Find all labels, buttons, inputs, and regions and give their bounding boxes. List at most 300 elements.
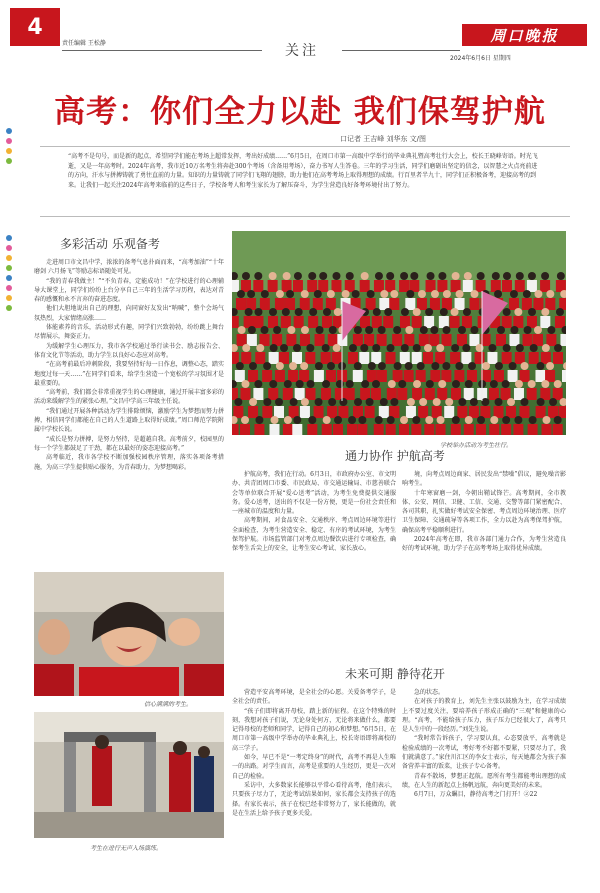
section1-col2	[402, 470, 566, 660]
crowd-body	[386, 352, 396, 364]
crowd-body	[327, 406, 337, 418]
crowd-body	[430, 370, 440, 382]
crowd-body	[292, 424, 302, 435]
crowd-body	[314, 406, 324, 418]
crowd-body	[444, 406, 454, 418]
crowd-body	[240, 388, 250, 400]
crowd-head	[334, 416, 342, 424]
crowd-head	[452, 380, 460, 388]
crowd-head	[413, 344, 421, 352]
crowd-body	[331, 280, 341, 292]
crowd-head	[451, 308, 459, 316]
crowd-head	[556, 308, 564, 316]
crowd-body	[451, 388, 461, 400]
crowd-body	[253, 388, 263, 400]
crowd-head	[249, 362, 257, 370]
decor-dot	[6, 148, 12, 154]
crowd-head	[465, 380, 473, 388]
crowd-head	[380, 398, 388, 406]
crowd-body	[247, 334, 257, 346]
crowd-body	[353, 334, 363, 346]
crowd-body	[540, 280, 550, 292]
crowd-head	[410, 272, 418, 280]
crowd-body	[502, 280, 512, 292]
crowd-body	[318, 280, 328, 292]
left-column-paragraph: “我的青春我做主！”“不负青春，定能成功！”在学校进行的心理辅导大课堂上，同学们纷纷上台分享自己三年的生活学习历程，表达对青春的感慨和永不言弃的奋进态度。	[34, 277, 224, 304]
crowd-body	[357, 424, 367, 435]
crowd-body	[262, 370, 272, 382]
logo-text: 周口晚报	[490, 26, 559, 45]
section1-col1-paragraph: 高考期间，对食品安全、交通秩序、考点周边环境等进行全面检查，为考生营造安全、稳定、有序的考试环境，为考生保驾护航。市场监管部门对考点周边餐饮店进行专项检查，确保考生舌尖上的安全，让考生安心考试、家长放心。	[232, 517, 396, 553]
crowd-body	[254, 424, 264, 435]
crowd-head	[529, 416, 537, 424]
crowd-head	[386, 272, 394, 280]
byline: 口记者 王吉峰 刘华东 文/图	[340, 135, 427, 143]
crowd-head	[307, 380, 315, 388]
crowd-head	[547, 326, 555, 334]
decor-dots-top	[6, 128, 16, 168]
crowd-head	[342, 290, 350, 298]
crowd-head	[541, 380, 549, 388]
crowd-head	[440, 308, 448, 316]
crowd-head	[269, 272, 277, 280]
crowd-body	[514, 388, 524, 400]
crowd-body	[494, 370, 504, 382]
crowd-body	[283, 424, 293, 435]
crowd-head	[407, 398, 415, 406]
crowd-head	[296, 380, 304, 388]
crowd-head	[521, 362, 529, 370]
crowd-head	[465, 416, 473, 424]
section2-col1-paragraph: “孩子们即将离开母校，踏上新的征程。在这个特殊的时刻，我想对孩子们说，无论身处何方，无论将来做什么，都要记得母校的老师和同学，记得自己的初心和梦想。”6月5日，在周口市第一高级中学举办的毕业典礼上，校长寄语即将离校的高三学子。	[232, 707, 396, 752]
crowd-head	[401, 344, 409, 352]
crowd-body	[405, 298, 415, 310]
crowd-body	[286, 334, 296, 346]
main-photo-caption: 学校举办活动为考生壮行。	[440, 442, 513, 449]
section2-col2-paragraph: 青春不散场，梦想正起航。愿所有考生都能考出理想的成绩，在人生的新起点上扬帆远航，奔向更美好的未来。	[402, 772, 566, 789]
crowd-head	[390, 398, 398, 406]
crowd-head	[541, 272, 549, 280]
crowd-body	[560, 334, 566, 346]
crowd-head	[503, 308, 511, 316]
crowd-head	[516, 272, 524, 280]
left-column-paragraph: 为缓解学生心理压力，我市各学校通过举行读书会、励志报告会、体育文化节等活动，助力学生以良好心态应对高考。	[34, 342, 224, 359]
crowd-head	[442, 326, 450, 334]
crowd-head	[373, 308, 381, 316]
crowd-body	[476, 424, 486, 435]
crowd-head	[301, 398, 309, 406]
crowd-body	[305, 352, 315, 364]
crowd-head	[405, 362, 413, 370]
crowd-head	[464, 272, 472, 280]
crowd-head	[254, 308, 262, 316]
crowd-body	[260, 298, 270, 310]
crowd-head	[284, 380, 292, 388]
crowd-head	[502, 380, 510, 388]
section1-col2-paragraph: 2024年高考在即，我市各部门通力合作，为考生营造良好的考试环境，助力学子在高考考场上取得优异成绩。	[402, 536, 566, 553]
crowd-head	[554, 344, 562, 352]
issue-date: 2024年6月6日 星期四	[450, 55, 511, 62]
crowd-head	[361, 380, 369, 388]
crowd-head	[418, 290, 426, 298]
crowd-head	[455, 362, 463, 370]
section2-col2-paragraph: “我时常告诉孩子，学习要认真，心态要放平，高考就是检验成绩的一次考试，考好考不好都不要紧，只要尽力了，我们就满意了。”家住川汇区的李女士表示，每天她都会为孩子准备营养丰富的饭菜，让孩子专心备考。	[402, 735, 566, 771]
crowd-head	[354, 326, 362, 334]
crowd-body	[506, 406, 516, 418]
crowd-body	[233, 406, 243, 418]
crowd-head	[236, 362, 244, 370]
crowd-head	[380, 290, 388, 298]
crowd-head	[293, 416, 301, 424]
crowd-body	[241, 280, 251, 292]
crowd-head	[361, 272, 369, 280]
crowd-body	[374, 424, 384, 435]
crowd-head	[378, 326, 386, 334]
crowd-body	[464, 388, 474, 400]
crowd-head	[437, 416, 445, 424]
crowd-head	[354, 398, 362, 406]
crowd-head	[249, 398, 257, 406]
crowd-head	[276, 290, 284, 298]
crowd-head	[452, 272, 460, 280]
crowd-head	[394, 362, 402, 370]
crowd-body	[232, 316, 239, 328]
crowd-body	[326, 370, 336, 382]
crowd-head	[282, 308, 290, 316]
crowd-head	[425, 416, 433, 424]
crowd-body	[546, 334, 556, 346]
crowd-body	[540, 316, 550, 328]
crowd-body	[555, 316, 565, 328]
crowd-body	[457, 406, 467, 418]
crowd-head	[456, 290, 464, 298]
crowd-head	[316, 326, 324, 334]
crowd-head	[516, 344, 524, 352]
crowd-head	[300, 362, 308, 370]
crowd-body	[450, 316, 460, 328]
crowd-body	[397, 388, 407, 400]
decor-dot	[6, 128, 12, 134]
crowd-head	[387, 416, 395, 424]
crowd-head	[523, 290, 531, 298]
crowd-body	[236, 298, 246, 310]
crowd-body	[562, 370, 566, 382]
crowd-body	[412, 316, 422, 328]
crowd-body	[455, 298, 465, 310]
decor-dot	[6, 138, 12, 144]
crowd-head	[463, 308, 471, 316]
crowd-body	[307, 424, 317, 435]
crowd-body	[248, 370, 258, 382]
crowd-head	[495, 398, 503, 406]
crowd-head	[237, 290, 245, 298]
crowd-body	[441, 334, 451, 346]
crowd-head	[248, 326, 256, 334]
crowd-body	[360, 280, 370, 292]
crowd-body	[502, 352, 512, 364]
crowd-body	[308, 316, 318, 328]
subtitle-right-1-text: 通力协作 护航高考	[345, 449, 445, 463]
security-gate-graphic	[34, 712, 224, 838]
crowd-head	[314, 290, 322, 298]
crowd-head	[261, 326, 269, 334]
crowd-head	[546, 290, 554, 298]
crowd-body	[508, 370, 518, 382]
crowd-head	[452, 416, 460, 424]
crowd-head	[322, 380, 330, 388]
gate-photo	[34, 712, 224, 838]
crowd-head	[542, 344, 550, 352]
section2-col2-paragraph: 在对孩子的教育上，刘先生主张以鼓励为主，在学习成绩上不要过度关注，要培养孩子形成正确的“三观”和健康的心理。“高考，不能给孩子压力，孩子压力已经很大了，高考只是人生中的一段经历。”刘先生说。	[402, 698, 566, 734]
left-column-paragraph: 体能素养的音乐，活动形式有趣，同学们兴致勃勃，纷纷跳上舞台尽情展示，舞姿正力。	[34, 324, 224, 341]
crowd-head	[234, 398, 242, 406]
crowd-head	[283, 272, 291, 280]
crowd-body	[425, 388, 435, 400]
crowd-head	[477, 416, 485, 424]
crowd-head	[494, 290, 502, 298]
crowd-body	[372, 316, 382, 328]
crowd-head	[323, 308, 331, 316]
crowd-body	[281, 316, 291, 328]
crowd-head	[528, 308, 536, 316]
crowd-head	[366, 398, 374, 406]
subtitle-left-text: 多彩活动 乐观备考	[60, 237, 160, 251]
crowd-body	[399, 424, 409, 435]
crowd-body	[315, 334, 325, 346]
crowd-body	[347, 424, 357, 435]
crowd-head	[406, 290, 414, 298]
left-column-paragraph: 他们大胆地说出自己的理想，向同窗好友发出“呐喊”，整个会场气氛热烈，大家情绪高涨……	[34, 305, 224, 322]
crowd-head	[238, 326, 246, 334]
crowd-head	[368, 362, 376, 370]
crowd-head	[458, 398, 466, 406]
crowd-body	[255, 352, 265, 364]
crowd-body	[553, 424, 563, 435]
crowd-body	[283, 388, 293, 400]
crowd-head	[433, 398, 441, 406]
crowd-body	[275, 298, 285, 310]
crowd-head	[488, 344, 496, 352]
crowd-body	[536, 406, 546, 418]
crowd-body	[533, 298, 543, 310]
decor-dot	[6, 275, 12, 281]
crowd-body	[321, 352, 331, 364]
crowd-body	[469, 298, 479, 310]
crowd-body	[522, 298, 532, 310]
crowd-head	[554, 416, 562, 424]
crowd-body	[295, 388, 305, 400]
crowd-body	[366, 298, 376, 310]
crowd-head	[241, 380, 249, 388]
crowd-head	[290, 398, 298, 406]
decor-dot	[6, 305, 12, 311]
crowd-photo-graphic	[232, 231, 566, 435]
decor-dot	[6, 265, 12, 271]
crowd-body	[529, 352, 539, 364]
crowd-head	[348, 416, 356, 424]
crowd-body	[332, 352, 342, 364]
crowd-body	[241, 352, 251, 364]
crowd-body	[509, 334, 519, 346]
crowd-head	[413, 308, 421, 316]
crowd-body	[333, 424, 343, 435]
lead-paragraph: “高考不是句号，而是新的起点，希望同学们能在考场上超常发挥，考出好成绩……”6月5日，在周口市第一高级中学举行的毕业典礼暨高考壮行大会上，校长王晓峰寄语。时光飞逝，又是一年高考时。2024年高考，我市近10万名考生将奔赴300个考场（含备用考场），奋力书写人生答卷。三年的学习生活，同学们磨砺出坚定的信念，以智慧之火点亮前进的方向，汗水与拼搏铸就了勇往直前的力量。知识的力量铸就了同学们飞翔的翅膀，助力他们在高考考场上取得理想的成绩。行百里者半九十，同学们正积极备考，迎接高考的到来。让我们一起关注2024年高考来临前的这些日子，学校备考人和考生家长为了解压奋斗，为学生营造良好备考环境付出了努力。	[68, 153, 538, 189]
crowd-body	[406, 406, 416, 418]
crowd-head	[430, 326, 438, 334]
page-number: 4	[10, 8, 60, 46]
crowd-head	[431, 290, 439, 298]
crowd-head	[536, 362, 544, 370]
crowd-body	[519, 406, 529, 418]
crowd-body	[475, 352, 485, 364]
crowd-body	[348, 352, 358, 364]
decor-dot	[6, 255, 12, 261]
crowd-head	[541, 308, 549, 316]
crowd-head	[354, 362, 362, 370]
crowd-head	[495, 362, 503, 370]
crowd-body	[307, 280, 317, 292]
crowd-body	[321, 388, 331, 400]
decor-dot	[6, 235, 12, 241]
gate-photo-caption: 考生在进行无声入场演练。	[90, 845, 163, 852]
crowd-head	[442, 362, 450, 370]
crowd-body	[469, 406, 479, 418]
subtitle-right-1	[345, 447, 445, 464]
crowd-head	[289, 362, 297, 370]
crowd-head	[390, 290, 398, 298]
crowd-head	[438, 272, 446, 280]
crowd-body	[464, 424, 474, 435]
left-column-paragraph: “成长是努力拼搏，是努力坚持，是超越自我。高考前夕，校园里的每一个学生都鼓足了干劲，都在以最好的姿态迎接高考。”	[34, 435, 224, 452]
crowd-head	[503, 344, 511, 352]
crowd-body	[523, 334, 533, 346]
crowd-head	[400, 272, 408, 280]
crowd-body	[437, 388, 447, 400]
crowd-body	[527, 280, 537, 292]
crowd-head	[510, 290, 518, 298]
section1-col2-paragraph: 十年寒窗磨一剑，今朝出鞘试锋芒。高考期间，全市教体、公安、网信、卫健、工信、交通、交警等部门紧密配合、各司其职，扎实做好考试安全保密、考点周边环境治理、医疗卫生保障、交通疏导等各项工作，全力以赴为高考保驾护航，确保高考平稳顺利进行。	[402, 489, 566, 534]
crowd-head	[436, 344, 444, 352]
crowd-head	[327, 290, 335, 298]
crowd-head	[346, 380, 354, 388]
crowd-head	[263, 398, 271, 406]
crowd-head	[242, 344, 250, 352]
crowd-head	[426, 380, 434, 388]
crowd-head	[419, 398, 427, 406]
crowd-head	[295, 308, 303, 316]
crowd-body	[399, 280, 409, 292]
crowd-head	[388, 380, 396, 388]
smile-photo	[34, 572, 224, 696]
crowd-body	[338, 406, 348, 418]
crowd-head	[481, 398, 489, 406]
crowd-head	[273, 326, 281, 334]
crowd-head	[482, 362, 490, 370]
decor-dot	[6, 295, 12, 301]
crowd-head	[520, 398, 528, 406]
decor-dot	[6, 245, 12, 251]
crowd-body	[528, 424, 538, 435]
newspaper-logo	[462, 24, 587, 46]
crowd-head	[384, 308, 392, 316]
crowd-head	[378, 362, 386, 370]
crowd-head	[306, 344, 314, 352]
crowd-body	[513, 424, 523, 435]
crowd-body	[269, 352, 279, 364]
section2-col2-paragraph: 急的状态。	[414, 689, 445, 696]
crowd-head	[534, 326, 542, 334]
crowd-body	[232, 424, 239, 435]
crowd-head	[315, 362, 323, 370]
decor-dot	[6, 158, 12, 164]
crowd-head	[254, 380, 262, 388]
crowd-body	[306, 388, 316, 400]
left-column-paragraph: 走进周口市文昌中学，浓浓的备考气息扑面而来，“高考加油”“十年磨剑 六月扬飞”等励志标语随处可见。	[34, 259, 224, 276]
crowd-head	[367, 290, 375, 298]
crowd-head	[412, 416, 420, 424]
section2-col1-paragraph: 采访中，大多数家长能够以平常心看待高考，他们表示，只要孩子尽力了，无论考试结果如何，家长都会支持孩子的选择。有家长表示，孩子在校已经非常努力了，家长能做的，就是在生活上给予孩子更多关爱。	[232, 781, 396, 817]
crowd-body	[353, 370, 363, 382]
crowd-head	[400, 416, 408, 424]
crowd-body	[515, 280, 525, 292]
crowd-body	[293, 280, 303, 292]
crowd-body	[300, 298, 310, 310]
crowd-body	[541, 424, 551, 435]
crowd-head	[514, 416, 522, 424]
decor-dot	[6, 285, 12, 291]
section1-col1-paragraph: 护航高考，我们在行动。6月3日，市政府办公室、市文明办、共青团周口市委、市民政局、市交通运输局、市慈善联合会等单位联合开展“爱心送考”活动，为考生免费提供交通服务。爱心送考，送出的不仅是一份方便，更是一份社会责任和一座城市的温度和力量。	[232, 471, 396, 516]
crowd-body	[476, 280, 486, 292]
main-photo	[232, 231, 566, 435]
crowd-head	[470, 398, 478, 406]
crowd-head	[405, 326, 413, 334]
crowd-head	[413, 380, 421, 388]
crowd-head	[549, 398, 557, 406]
left-column-paragraph: 高考临近，我市各学校不断加强校园秩序管理，落实各项备考措施，为高三学生提供贴心服务，为青春助力，为梦想喝彩。	[34, 454, 224, 471]
left-column-body	[34, 258, 224, 570]
crowd-body	[411, 424, 421, 435]
crowd-head	[275, 398, 283, 406]
crowd-body	[540, 388, 550, 400]
crowd-body	[417, 298, 427, 310]
crowd-head	[490, 380, 498, 388]
crowd-body	[461, 352, 471, 364]
crowd-head	[497, 326, 505, 334]
crowd-head	[301, 290, 309, 298]
crowd-head	[269, 380, 277, 388]
crowd-head	[245, 308, 253, 316]
crowd-head	[470, 326, 478, 334]
crowd-head	[360, 344, 368, 352]
lead-rule-bottom	[40, 216, 570, 217]
crowd-head	[490, 416, 498, 424]
crowd-body	[389, 298, 399, 310]
crowd-body	[451, 424, 461, 435]
header-rule-left	[62, 50, 262, 51]
crowd-head	[286, 290, 294, 298]
crowd-head	[263, 362, 271, 370]
section2-col1-paragraph: 如今，早已不是“一考定终身”的时代，高考不再是人生唯一的出路。对学生而言，高考是重要的人生经历，更是一次对自己的检验。	[232, 754, 396, 780]
crowd-body	[462, 316, 472, 328]
crowd-head	[530, 344, 538, 352]
crowd-head	[542, 416, 550, 424]
crowd-head	[502, 416, 510, 424]
crowd-body	[288, 370, 298, 382]
crowd-head	[319, 272, 327, 280]
crowd-head	[507, 398, 515, 406]
crowd-head	[462, 344, 470, 352]
crowd-body	[424, 424, 434, 435]
